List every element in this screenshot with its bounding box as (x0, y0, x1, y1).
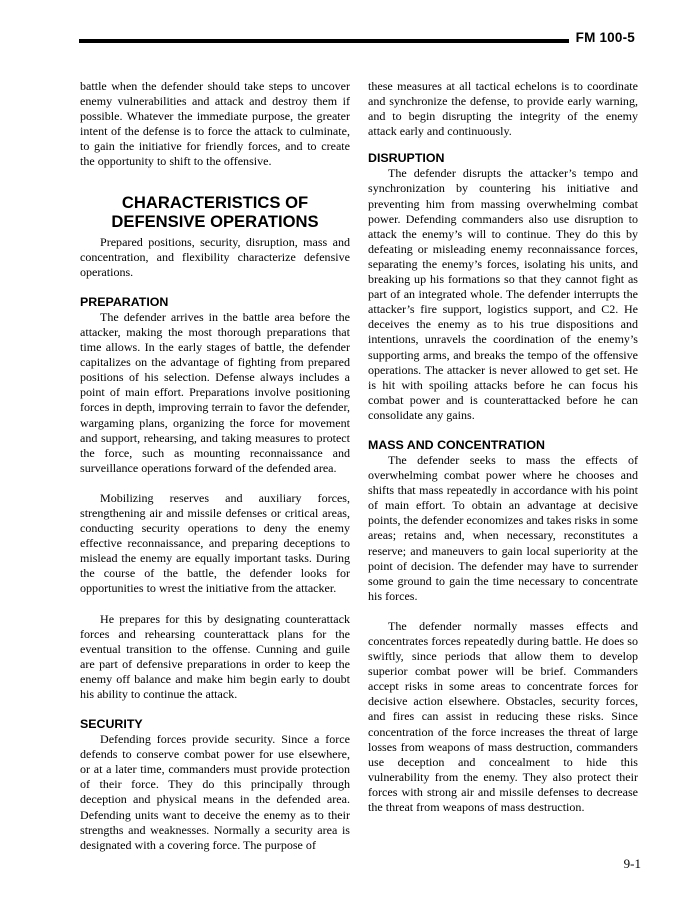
preparation-paragraph-2: Mobilizing reserves and auxiliary forces, strengthening air and missile defenses or critical areas, conducting security operations to deny the enemy effective reconnaissance, and preparing deceptions to mislead the enemy are equally important tasks. During the course of the battle, the defender looks for opportunities to wrest the initiative from the attacker. (80, 490, 350, 596)
manual-number: FM 100-5 (575, 30, 635, 45)
mass-concentration-paragraph-2: The defender normally masses effects and concentrates forces repeatedly during battle. He does so swiftly, since periods that allow them to develop superior combat power will be brief. Commanders accept risks in some areas to concentrate forces for decisive action elsewhere. Obstacles, security forces, and fires can assist in reducing these risks. Since concentration of the force increases the threat of large losses from weapons of mass destruction, commanders use deception and concealment to hide this vulnerability from the enemy. They also protect their forces with strong air and missile defenses to decrease the threat from weapons of mass destruction. (368, 618, 638, 815)
security-heading: SECURITY (80, 717, 143, 732)
disruption-heading: DISRUPTION (368, 151, 445, 166)
preparation-paragraph-3: He prepares for this by designating counterattack forces and rehearsing counterattack plans for the eventual transition to the offense. Cunning and guile are part of defensive preparations in order to keep the enemy off balance and make him begin early to doubt his ability to continue the attack. (80, 611, 350, 701)
intro-paragraph: battle when the defender should take steps to uncover enemy vulnerabilities and attack and destroy them if possible. Whatever the immediate purpose, the greater intent of the defense is to force the attack to culminate, to gain the initiative for friendly forces, and to create the opportunity to shift to the offensive. (80, 79, 350, 169)
mass-concentration-heading: MASS AND CONCENTRATION (368, 437, 545, 452)
right-column (368, 79, 638, 815)
section-title (80, 193, 350, 232)
preparation-paragraph-1: The defender arrives in the battle area before the attacker, making the most thorough preparations that time allows. In the early stages of battle, the defender capitalizes on the advantage of fighting from prepared positions of his selection. Defense always includes a point of main effort. Preparations involve positioning forces in depth, improving terrain to favor the defender, wargaming plans, organizing the force for movement and support, rehearsing, and taking measures to protect the force, such as mounting reconnaissance and surveillance operations forward of the defended area. (80, 309, 350, 475)
header-rule (79, 39, 569, 43)
security-paragraph: Defending forces provide security. Since a force defends to conserve combat power for use elsewhere, or at a later time, commanders must provide protection of their force. They do this principally through deception and physical means in the defended area. Defending units want to deceive the enemy as to their strengths and weaknesses. Normally a security area is designated with a covering force. The purpose of (80, 732, 350, 852)
section-title-line-1: CHARACTERISTICS OF (121, 192, 309, 212)
section-intro: Prepared positions, security, disruption, mass and concentration, and flexibility characterize defensive operations. (80, 234, 350, 279)
section-title-line-2: DEFENSIVE OPERATIONS (111, 212, 319, 232)
security-continued-paragraph: these measures at all tactical echelons is to coordinate and synchronize the defense, to provide early warning, and to begin disrupting the integrity of the enemy attack early and continuously. (368, 79, 638, 139)
left-column (80, 79, 350, 853)
mass-concentration-paragraph-1: The defender seeks to mass the effects of overwhelming combat power where he chooses and shifts that mass repeatedly in accordance with his point of main effort. To obtain an advantage at decisive points, the defender economizes and takes risks in some areas; retains and, when necessary, reconstitutes a reserve; and maneuvers to gain local superiority at the point of decision. The defender may have to surrender some ground to gain the time necessary to concentrate his forces. (368, 452, 638, 603)
preparation-heading: PREPARATION (80, 294, 169, 309)
page-number: 9-1 (623, 856, 641, 871)
disruption-paragraph: The defender disrupts the attacker’s tempo and synchronization by countering his initiative and preventing him from massing overwhelming combat power. Defending commanders also use disruption to attack the enemy’s will to continue. They do this by defeating or misleading enemy reconnaissance forces, separating the enemy’s forces, isolating his units, and breaking up his formations so that they cannot fight as part of an integrated whole. The defender interrupts the attacker’s fire support, logistics support, and C2. He deceives the enemy as to his true dispositions and intentions, unravels the coordination of the enemy’s supporting arms, and breaks the tempo of the offensive operations. The attacker is never allowed to get set. He is hit with spoiling attacks before he can focus his combat power and is counterattacked before he can consolidate any gains. (368, 166, 638, 422)
